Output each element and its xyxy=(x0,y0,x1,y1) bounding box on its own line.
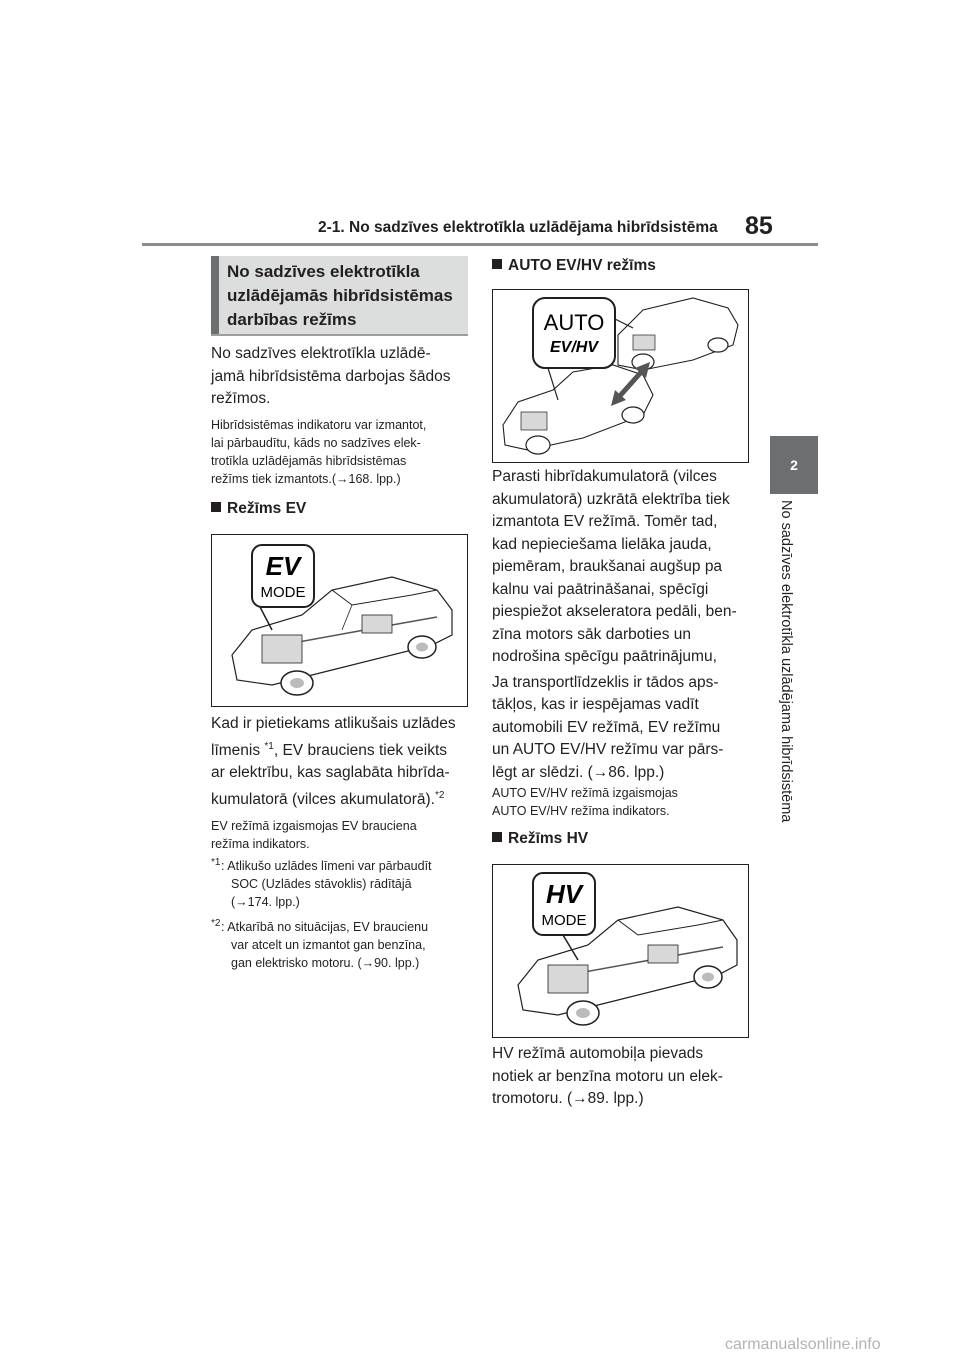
footnote-line: SOC (Uzlādes stāvoklis) rādītājā xyxy=(231,877,412,891)
bullet-square-icon xyxy=(211,502,221,512)
hv-mode-heading-text: Režīms HV xyxy=(508,830,589,847)
section-heading-line: darbības režīms xyxy=(227,310,357,329)
hv-badge-text: HV xyxy=(545,879,583,909)
ev-line: kumulatorā (vilces akumulatorā).$^{*2}$ xyxy=(211,789,445,808)
section-heading xyxy=(211,256,468,334)
auto-mode-paragraph xyxy=(492,466,762,784)
auto-note-line: AUTO EV/HV režīma indikators. xyxy=(492,804,670,818)
footnote-line: (→174. lpp.) xyxy=(231,895,300,909)
bullet-square-icon xyxy=(492,832,502,842)
auto-badge-evhv-text: EV/HV xyxy=(549,339,599,356)
auto-line: un AUTO EV/HV režīmu var pārs- xyxy=(492,741,724,758)
auto-line: lēgt ar slēdzi. (→86. lpp.) xyxy=(492,763,665,781)
intro-paragraph xyxy=(211,343,471,411)
intro-line: No sadzīves elektrotīkla uzlādē- xyxy=(211,345,431,362)
auto-mode-heading-text: AUTO EV/HV režīms xyxy=(508,257,656,274)
footnote-line: : Atlikušo uzlādes līmeni var pārbaudīt xyxy=(221,859,432,873)
footnote-line: : Atkarībā no situācijas, EV braucienu xyxy=(221,920,429,934)
intro-line: jamā hibrīdsistēma darbojas šādos xyxy=(211,367,451,385)
footnote-1 xyxy=(211,857,473,911)
auto-line: piemēram, braukšanai augšup pa xyxy=(492,558,723,575)
auto-line: Parasti hibrīdakumulatorā (vilces xyxy=(492,468,717,485)
intro-note-line: Hibrīdsistēmas indikatoru var izmantot, xyxy=(211,418,427,432)
auto-line: Ja transportlīdzeklis ir tādos aps- xyxy=(492,673,719,691)
hv-line: notiek ar benzīna motoru un elek- xyxy=(492,1067,723,1085)
auto-line: zīna motors sāk darboties un xyxy=(492,625,692,643)
section-heading-line: uzlādējamās hibrīdsistēmas xyxy=(227,286,453,305)
hv-mode-figure xyxy=(492,864,749,1038)
auto-badge-text: AUTO xyxy=(543,310,605,335)
hv-line: HV režīmā automobiļa pievads xyxy=(492,1045,704,1062)
footnote-line: gan elektrisko motoru. (→90. lpp.) xyxy=(231,956,420,970)
auto-mode-note xyxy=(492,784,762,820)
watermark: carmanualsonline.info xyxy=(725,1336,881,1353)
ev-mode-note xyxy=(211,817,471,853)
auto-line: akumulatorā) uzkrātā elektrība tiek xyxy=(492,490,730,508)
intro-note-line: režīms tiek izmantots.(→168. lpp.) xyxy=(211,472,401,486)
car-cutaway-illustration xyxy=(212,535,467,706)
intro-line: režīmos. xyxy=(211,390,271,407)
ev-line: Kad ir pietiekams atlikušais uzlādes xyxy=(211,715,456,732)
running-header: 2-1. No sadzīves elektrotīkla uzlādējama hibrīdsistēma xyxy=(318,219,718,236)
footnote-mark: *2 xyxy=(211,917,221,929)
auto-line: tākļos, kas ir iespējamas vadīt xyxy=(492,696,699,713)
ev-line: ar elektrību, kas saglabāta hibrīda- xyxy=(211,764,450,781)
footnote-line: var atcelt un izmantot gan benzīna, xyxy=(231,938,426,952)
intro-note-line: trotīkla uzlādējamās hibrīdsistēmas xyxy=(211,454,407,468)
auto-note-line: AUTO EV/HV režīmā izgaismojas xyxy=(492,786,678,800)
ev-line: līmenis $^{*1}$, EV brauciens tiek veikts xyxy=(211,740,448,759)
hv-mode-paragraph xyxy=(492,1043,762,1111)
intro-note-line: lai pārbaudītu, kāds no sadzīves elek- xyxy=(211,436,421,450)
intro-note xyxy=(211,416,471,488)
ev-note-line: režīma indikators. xyxy=(211,837,310,851)
ev-badge-mode-text: MODE xyxy=(260,584,306,601)
ev-mode-heading-text: Režīms EV xyxy=(227,500,307,517)
two-car-illustration xyxy=(493,290,748,462)
chapter-side-title xyxy=(778,500,806,850)
auto-line: izmantota EV režīmā. Tomēr tad, xyxy=(492,513,718,530)
auto-mode-heading xyxy=(492,257,656,275)
section-heading-line: No sadzīves elektrotīkla xyxy=(227,262,420,281)
ev-badge-text: EV xyxy=(265,551,301,581)
car-cutaway-illustration xyxy=(493,865,748,1037)
ev-mode-figure xyxy=(211,534,468,707)
header-rule xyxy=(142,243,818,246)
page-number: 85 xyxy=(745,212,773,240)
bullet-square-icon xyxy=(492,259,502,269)
hv-mode-heading xyxy=(492,830,588,848)
footnote-2 xyxy=(211,918,473,972)
ev-mode-paragraph xyxy=(211,713,473,811)
chapter-tab[interactable]: 2 xyxy=(770,436,818,494)
ev-mode-heading xyxy=(211,500,306,518)
hv-badge-mode-text: MODE xyxy=(541,912,587,929)
auto-line: kalnu vai paātrināšanai, spēcīgi xyxy=(492,580,709,598)
auto-line: piespiežot akseleratora pedāli, ben- xyxy=(492,603,737,620)
chapter-side-title-text: No sadzīves elektrotīkla uzlādējama hibrīdsistēma xyxy=(778,500,794,823)
auto-mode-figure xyxy=(492,289,749,463)
ev-note-line: EV režīmā izgaismojas EV brauciena xyxy=(211,819,417,833)
auto-line: automobili EV režīmā, EV režīmu xyxy=(492,718,721,736)
auto-line: kad nepieciešama lielāka jauda, xyxy=(492,535,712,553)
auto-line: nodrošina spēcīgu paātrinājumu, xyxy=(492,648,717,665)
hv-line: tromotoru. (→89. lpp.) xyxy=(492,1090,644,1107)
section-divider xyxy=(211,334,468,336)
footnote-mark: *1 xyxy=(211,856,221,868)
